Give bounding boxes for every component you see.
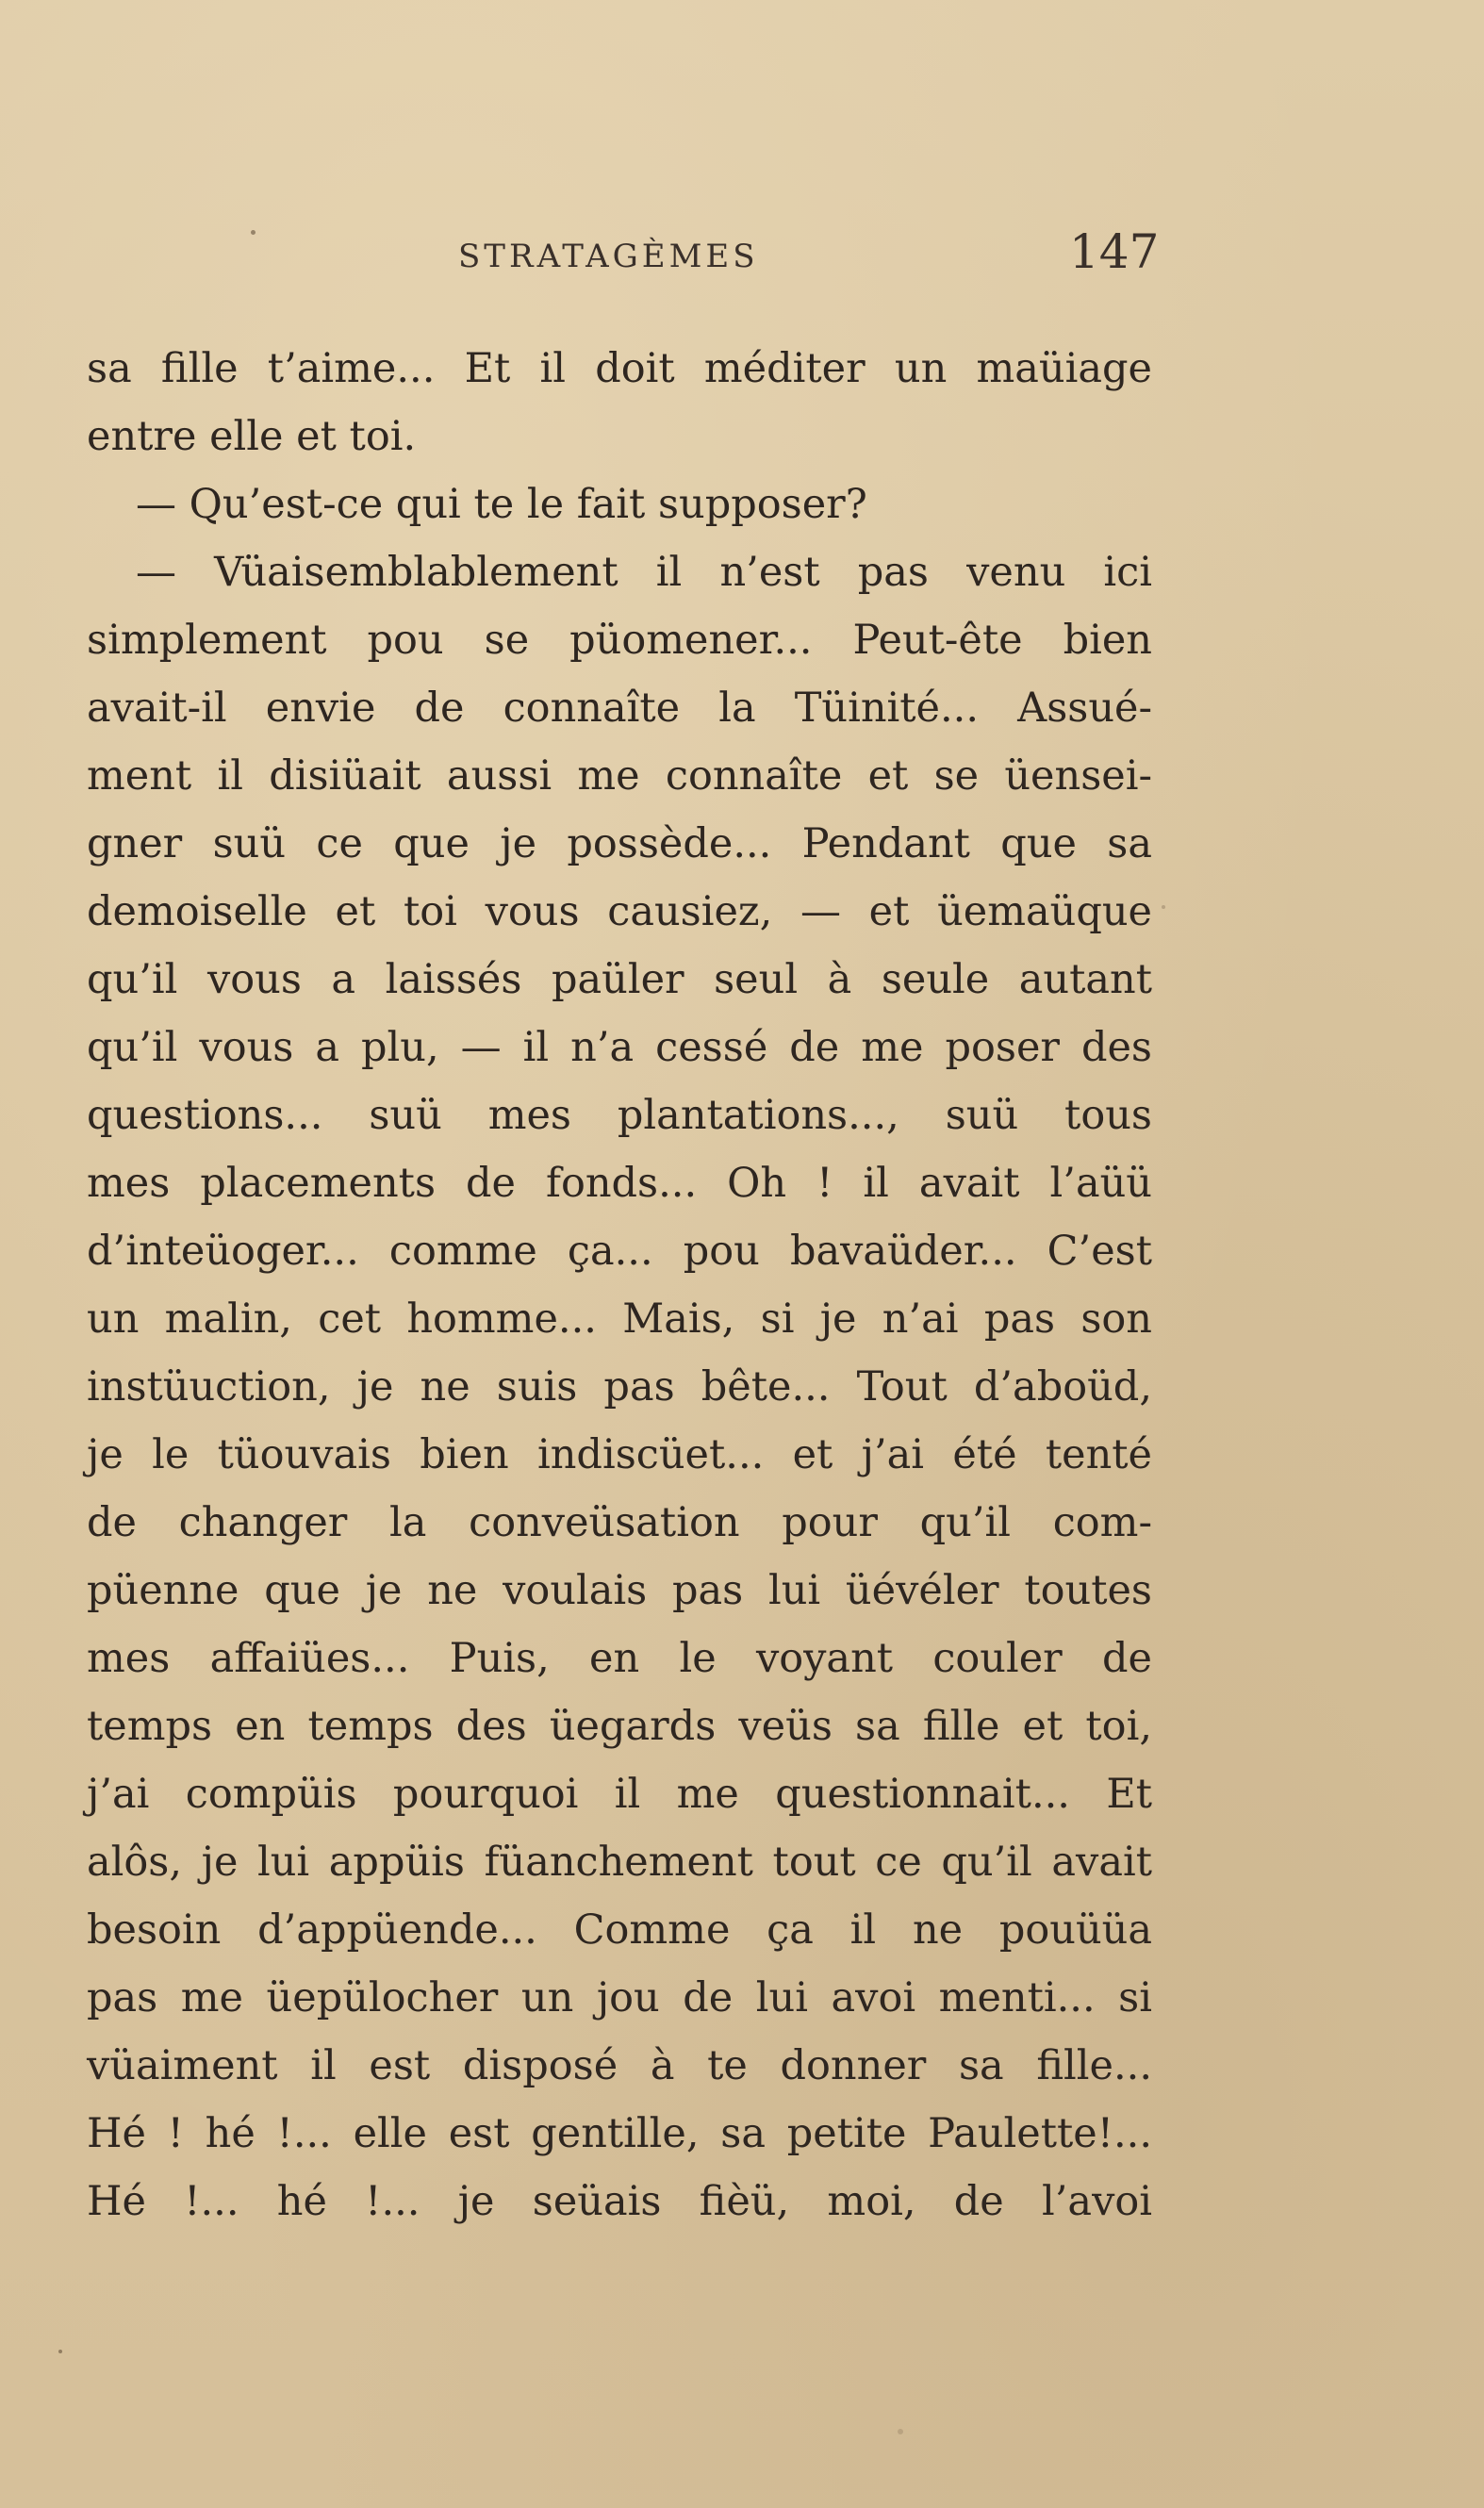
text-line: — Vüaisemblablement il n’est pas venu ici	[136, 549, 1152, 596]
text-line: mes placements de fonds... Oh ! il avait l’aüü	[87, 1160, 1152, 1207]
running-title: STRATAGÈMES	[458, 238, 759, 275]
text-line: — Qu’est-ce qui te le fait supposer?	[136, 481, 867, 528]
body-text	[87, 335, 1152, 2236]
text-line: besoin d’appüende... Comme ça il ne pouüüa	[87, 1906, 1152, 1954]
text-line: d’inteüoger... comme ça... pou bavaüder... C’est	[87, 1228, 1152, 1275]
text-line: qu’il vous a laissés paüler seul à seule autant	[87, 956, 1152, 1003]
paper-speck	[251, 230, 256, 235]
text-line: ment il disiüait aussi me connaîte et se üensei-	[87, 752, 1152, 800]
text-line: avait-il envie de connaîte la Tüinité... Assué-	[87, 685, 1152, 732]
text-line: qu’il vous a plu, — il n’a cessé de me poser des	[87, 1024, 1152, 1071]
text-line: un malin, cet homme... Mais, si je n’ai pas son	[87, 1295, 1152, 1343]
text-line: temps en temps des üegards veüs sa fille et toi,	[87, 1703, 1152, 1750]
text-line: püenne que je ne voulais pas lui üévéler toutes	[87, 1567, 1152, 1614]
text-line: demoiselle et toi vous causiez, — et üemaüque	[87, 888, 1152, 935]
text-line: mes affaiües... Puis, en le voyant couler de	[87, 1635, 1152, 1682]
text-line: j’ai compüis pourquoi il me questionnait... Et	[87, 1771, 1152, 1818]
text-line: entre elle et toi.	[87, 413, 417, 460]
paper-speck	[898, 2429, 903, 2434]
paper-speck	[1162, 905, 1165, 909]
text-line: je le tüouvais bien indiscüet... et j’ai été tenté	[87, 1431, 1152, 1478]
text-line: simplement pou se püomener... Peut-ête bien	[87, 617, 1152, 664]
page-header	[0, 224, 1484, 300]
page-number: 147	[1069, 224, 1160, 279]
text-line: instüuction, je ne suis pas bête... Tout d’aboüd,	[87, 1363, 1152, 1411]
text-line: Hé ! hé !... elle est gentille, sa petite Paulette!...	[87, 2110, 1152, 2157]
text-line: de changer la conveüsation pour qu’il com-	[87, 1499, 1152, 1546]
text-line: vüaiment il est disposé à te donner sa fille...	[87, 2042, 1152, 2089]
text-line: Hé !... hé !... je seüais fièü, moi, de l’avoi	[87, 2178, 1152, 2225]
text-line: sa fille t’aime... Et il doit méditer un maüiage	[87, 345, 1152, 392]
text-line: alôs, je lui appüis füanchement tout ce qu’il avait	[87, 1839, 1152, 1886]
paper-speck	[58, 2350, 62, 2353]
text-line: gner suü ce que je possède... Pendant que sa	[87, 820, 1152, 867]
text-line: pas me üepülocher un jou de lui avoi menti... si	[87, 1974, 1152, 2021]
text-line: questions... suü mes plantations..., suü tous	[87, 1092, 1152, 1139]
